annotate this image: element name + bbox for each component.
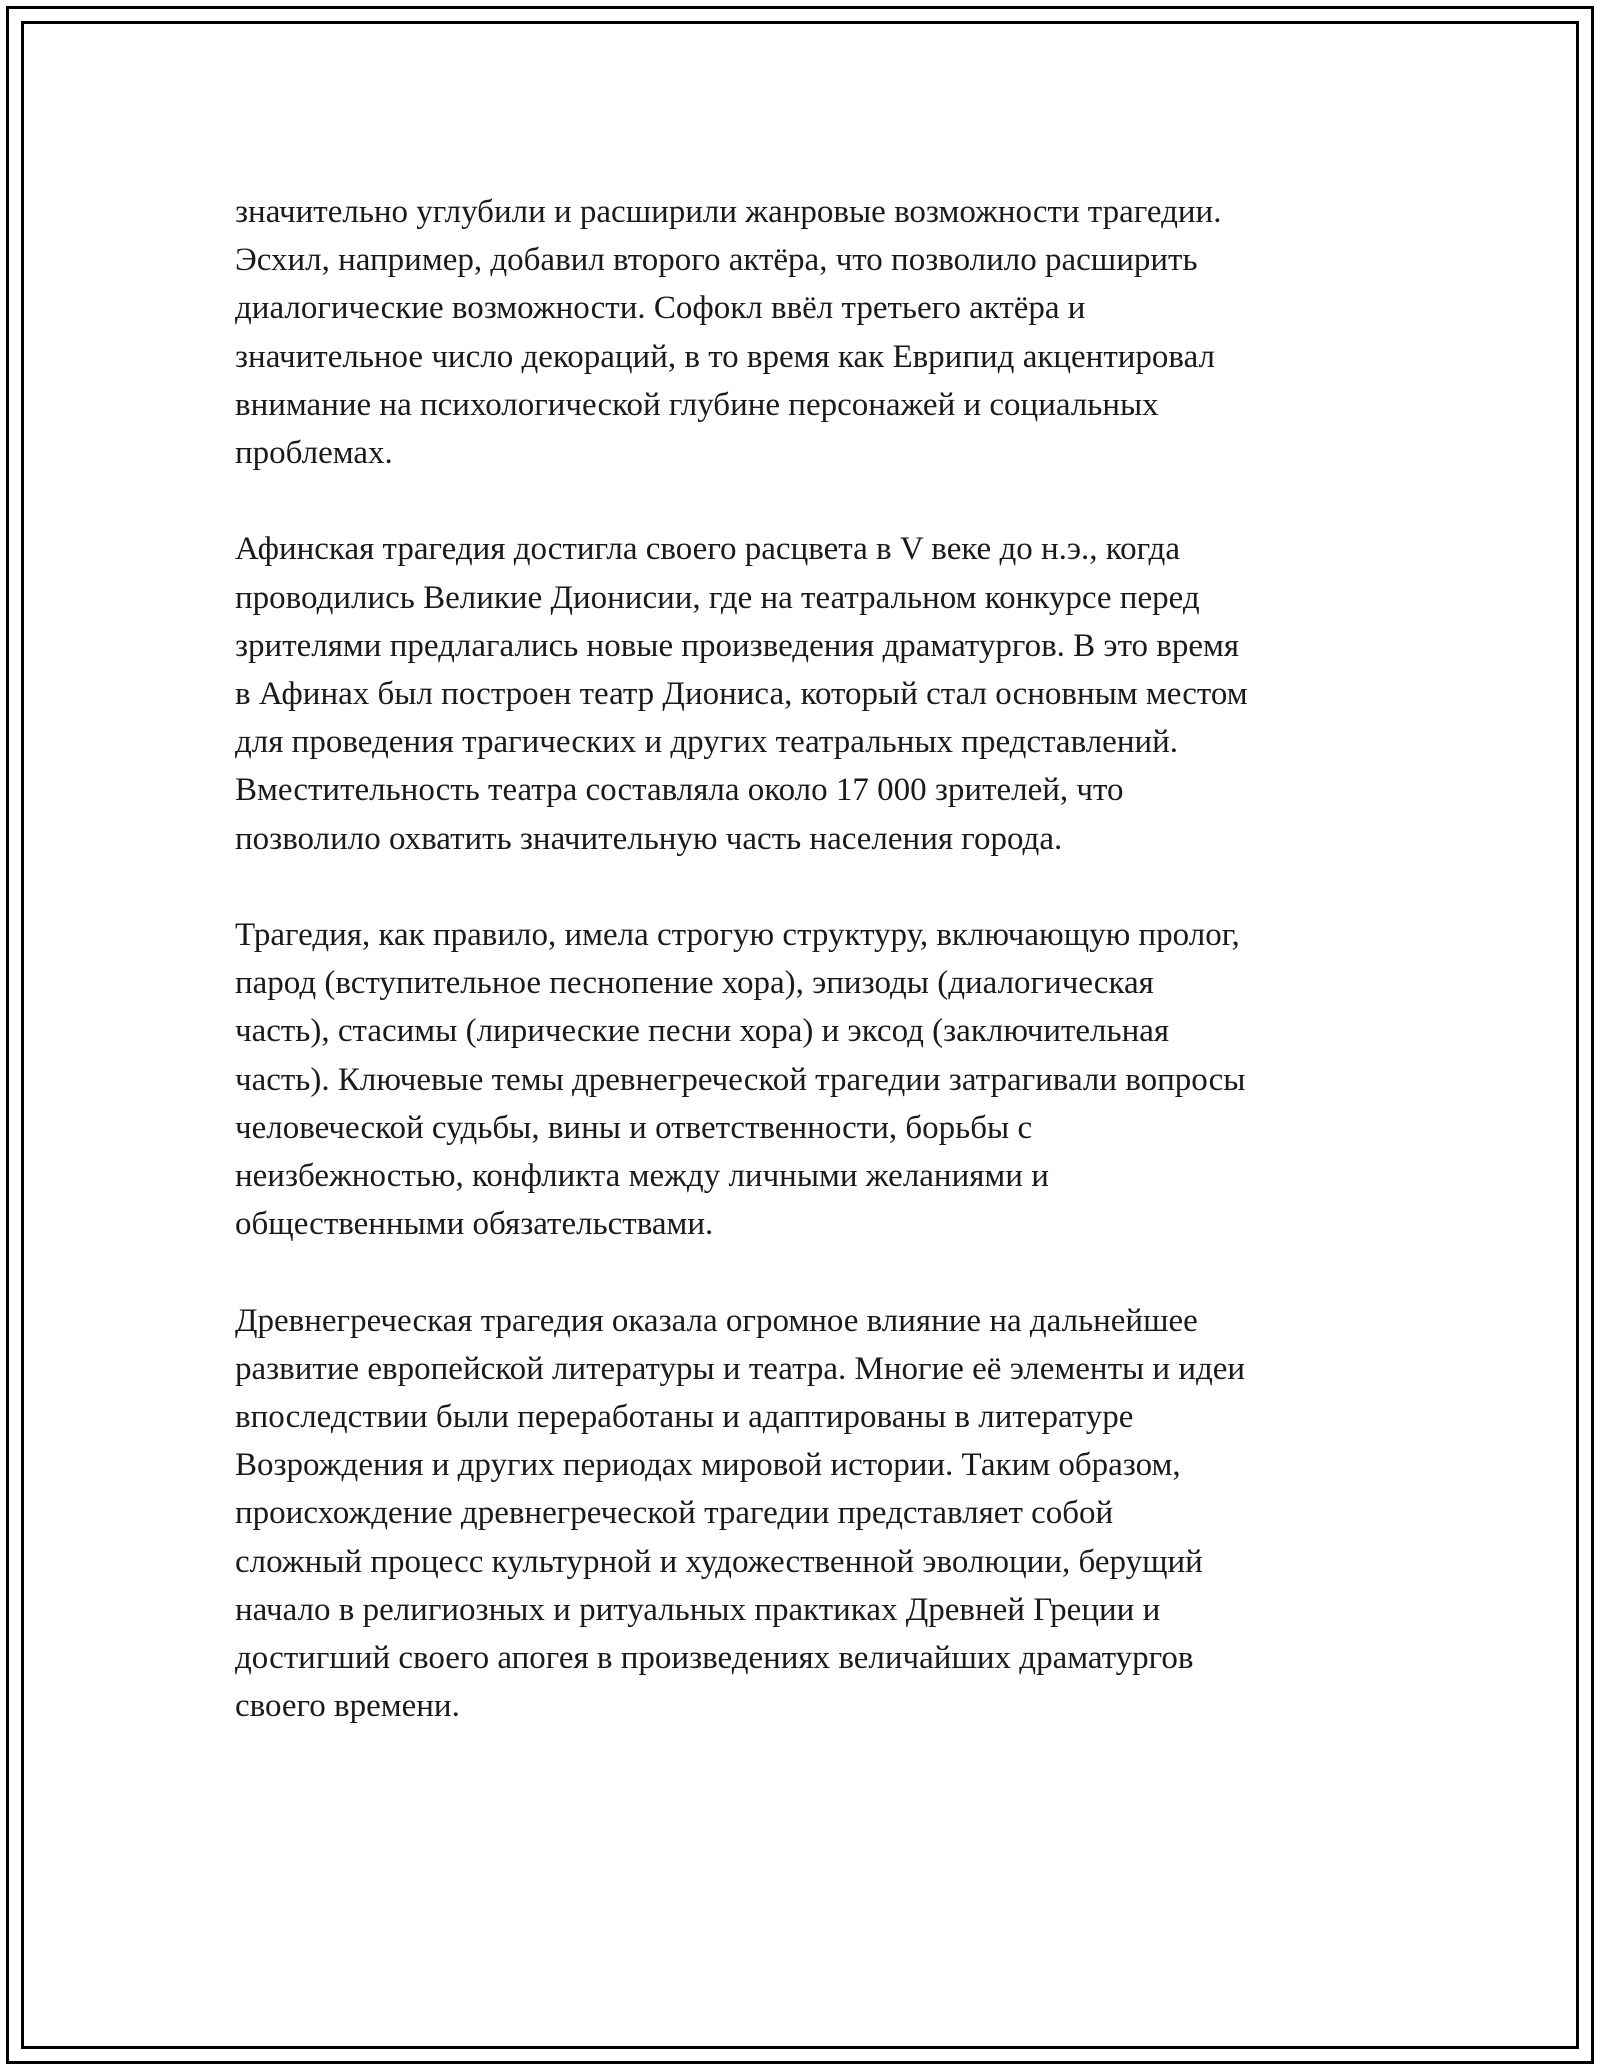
paragraph bbox=[235, 1297, 1370, 1731]
text-line: развитие европейской литературы и театра. Многие её элементы и идеи bbox=[235, 1350, 1246, 1387]
text-line: общественными обязательствами. bbox=[235, 1206, 714, 1243]
text-line: Афинская трагедия достигла своего расцвета в V веке до н.э., когда bbox=[235, 531, 1180, 568]
text-line: достигший своего апогея в произведениях величайших драматургов bbox=[235, 1640, 1194, 1677]
text-line: начало в религиозных и ритуальных практиках Древней Греции и bbox=[235, 1591, 1161, 1628]
text-line: значительно углубили и расширили жанровые возможности трагедии. bbox=[235, 194, 1222, 230]
text-line: впоследствии были переработаны и адаптированы в литературе bbox=[235, 1399, 1134, 1436]
text-line: Эсхил, например, добавил второго актёра, что позволило расширить bbox=[235, 242, 1198, 279]
text-line: часть), стасимы (лирические песни хора) и эксод (заключительная bbox=[235, 1013, 1170, 1050]
text-line: зрителями предлагались новые произведения драматургов. В это время bbox=[235, 627, 1240, 664]
text-line: Древнегреческая трагедия оказала огромное влияние на дальнейшее bbox=[235, 1302, 1198, 1339]
text-line: диалогические возможности. Софокл ввёл третьего актёра и bbox=[235, 290, 1086, 327]
text-line: Возрождения и других периодах мировой истории. Таким образом, bbox=[235, 1447, 1181, 1484]
text-line: парод (вступительное песнопение хора), эпизоды (диалогическая bbox=[235, 965, 1154, 1002]
text-line: человеческой судьбы, вины и ответственности, борьбы с bbox=[235, 1109, 1033, 1146]
text-line: внимание на психологической глубине персонажей и социальных bbox=[235, 386, 1159, 423]
document-body bbox=[235, 188, 1370, 1779]
paragraph bbox=[235, 188, 1370, 477]
paragraph bbox=[235, 525, 1370, 862]
text-line: Вместительность театра составляла около 17 000 зрителей, что bbox=[235, 772, 1124, 809]
text-line: для проведения трагических и других театральных представлений. bbox=[235, 724, 1179, 761]
text-line: своего времени. bbox=[235, 1688, 460, 1725]
text-line: проводились Великие Дионисии, где на театральном конкурсе перед bbox=[235, 579, 1200, 616]
text-line: позволило охватить значительную часть населения города. bbox=[235, 820, 1063, 857]
text-line: сложный процесс культурной и художественной эволюции, берущий bbox=[235, 1543, 1203, 1580]
text-line: проблемах. bbox=[235, 435, 393, 472]
text-line: неизбежностью, конфликта между личными желаниями и bbox=[235, 1158, 1049, 1195]
paragraph bbox=[235, 911, 1370, 1248]
text-line: часть). Ключевые темы древнегреческой трагедии затрагивали вопросы bbox=[235, 1061, 1246, 1098]
text-line: значительное число декораций, в то время как Еврипид акцентировал bbox=[235, 338, 1215, 375]
text-line: происхождение древнегреческой трагедии представляет собой bbox=[235, 1495, 1114, 1532]
text-line: в Афинах был построен театр Диониса, который стал основным местом bbox=[235, 676, 1248, 713]
text-line: Трагедия, как правило, имела строгую структуру, включающую пролог, bbox=[235, 917, 1240, 954]
